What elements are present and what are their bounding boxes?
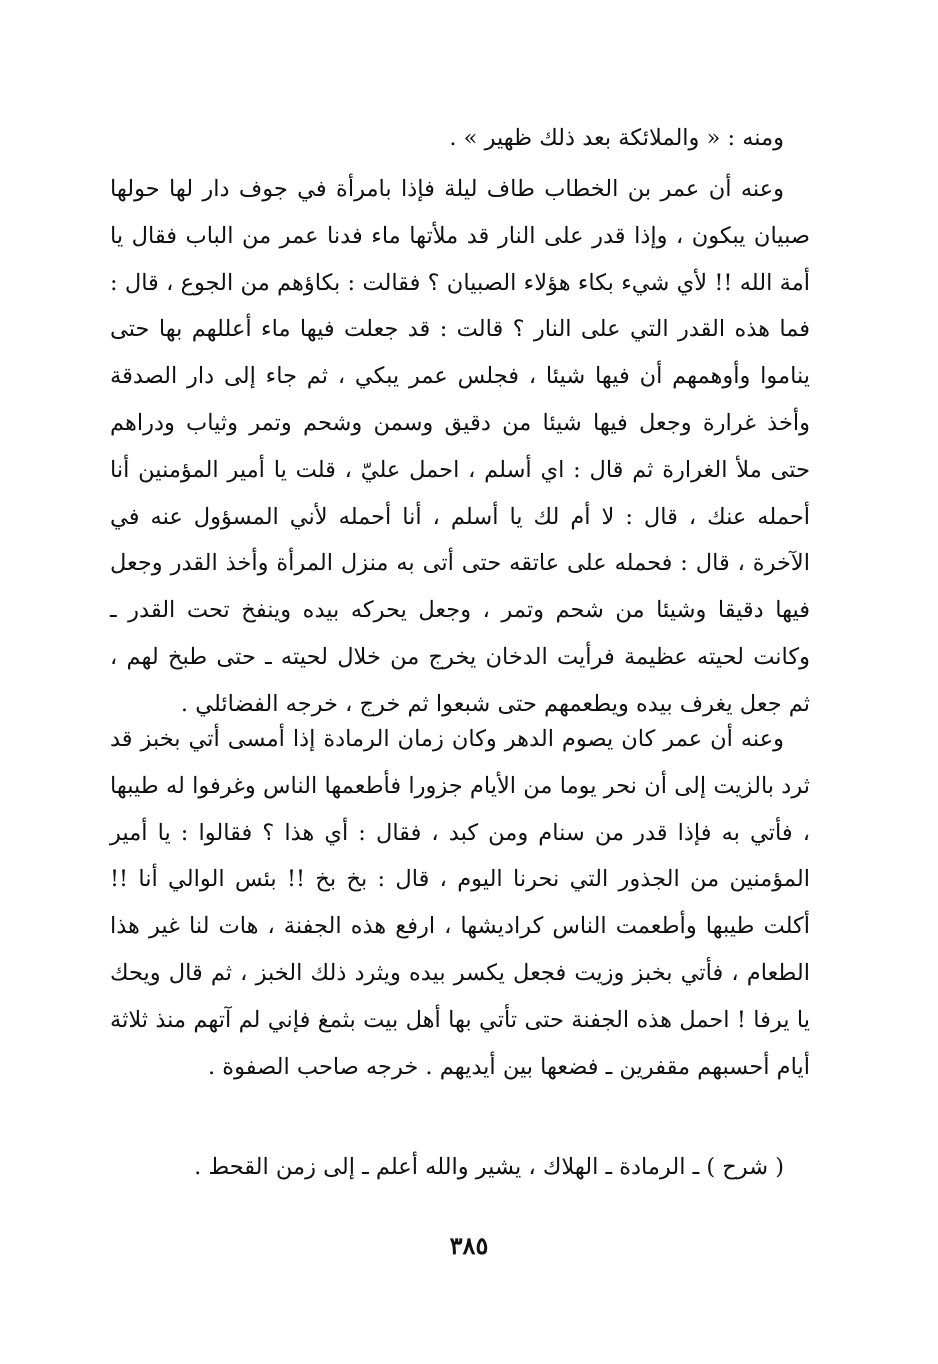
explanatory-note: ( شرح ) ـ الرمادة ـ الهلاك ، يشير والله أعلم ـ إلى زمن القحط . xyxy=(194,1154,784,1180)
intro-line: ومنه : « والملائكة بعد ذلك ظهير » . xyxy=(449,125,784,151)
paragraph-umar-ramada: وعنه أن عمر كان يصوم الدهر وكان زمان الرمادة إذا أمسى أتي بخبز قد ثرد بالزيت إلى أن نحر يوما من الأيام جزورا فأطعمها الناس وغرفوا له طيبها ، فأتي به فإذا قدر من سنام ومن كبد ، فقال : أي هذا ؟ فقالوا : يا أمير المؤمنين من الجذور التي نحرنا اليوم ، قال : بخ بخ !! بئس الوالي أنا !! أكلت طيبها وأطعمت الناس كراديشها ، ارفع هذه الجفنة ، هات لنا غير هذا الطعام ، فأتي بخبز وزيت فجعل يكسر بيده ويثرد ذلك الخبز ، ثم قال ويحك يا يرفا ! احمل هذه الجفنة حتى تأتي بها أهل بيت بثمغ فإني لم آتهم منذ ثلاثة أيام أحسبهم مقفرين ـ فضعها بين أيديهم . خرجه صاحب الصفوة . xyxy=(110,726,810,1080)
page-number: ٣٨٥ xyxy=(449,1231,489,1260)
paragraph-umar-night-patrol: وعنه أن عمر بن الخطاب طاف ليلة فإذا بامرأة في جوف دار لها حولها صبيان يبكون ، وإذا قدر على النار قد ملأتها ماء فدنا عمر من الباب فقال يا أمة الله !! لأي شيء بكاء هؤلاء الصبيان ؟ فقالت : بكاؤهم من الجوع ، قال : فما هذه القدر التي على النار ؟ قالت : قد جعلت فيها ماء أعللهم بها حتى يناموا وأوهمهم أن فيها شيئا ، فجلس عمر يبكي ، ثم جاء إلى دار الصدقة وأخذ غرارة وجعل فيها شيئا من دقيق وسمن وشحم وتمر وثياب ودراهم حتى ملأ الغرارة ثم قال : اي أسلم ، احمل عليّ ، قلت يا أمير المؤمنين أنا أحمله عنك ، قال : لا أم لك يا أسلم ، أنا أحمله لأني المسؤول عنه في الآخرة ، قال : فحمله على عاتقه حتى أتى به منزل المرأة وأخذ القدر وجعل فيها دقيقا وشيئا من شحم وتمر ، وجعل يحركه بيده وينفخ تحت القدر ـ وكانت لحيته عظيمة فرأيت الدخان يخرج من خلال لحيته ـ حتى طبخ لهم ، ثم جعل يغرف بيده ويطعمهم حتى شبعوا ثم خرج ، خرجه الفضائلي . xyxy=(110,176,810,717)
